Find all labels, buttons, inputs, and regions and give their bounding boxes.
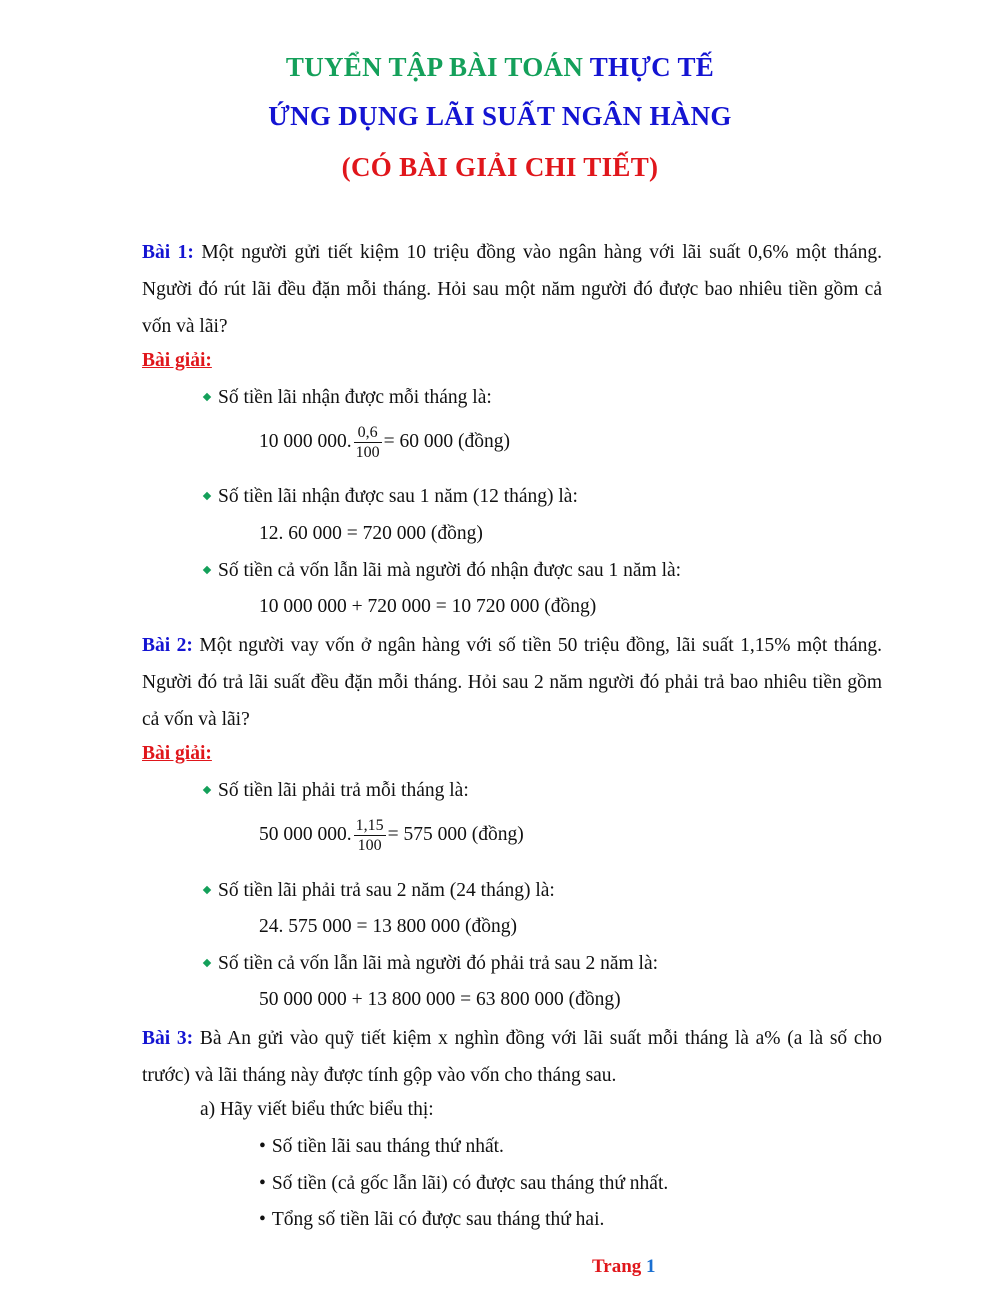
problem-3 [142, 1020, 882, 1094]
solution-2-calc-1 [259, 816, 524, 855]
solution-1-label: Bài giải: [142, 350, 212, 371]
list-item: • Tổng số tiền lãi có được sau tháng thứ hai. [259, 1209, 604, 1231]
calc-right: = 575 000 (đồng) [387, 823, 524, 845]
diamond-bullet-icon [203, 886, 211, 894]
problem-1 [142, 234, 882, 345]
fraction-numerator: 1,15 [355, 817, 384, 834]
title-line-2: ỨNG DỤNG LÃI SUẤT NGÂN HÀNG [268, 101, 732, 131]
solution-1-step-3 [200, 560, 681, 582]
solution-2-calc-2: 24. 575 000 = 13 800 000 (đồng) [259, 916, 517, 937]
calc-right: = 60 000 (đồng) [383, 430, 510, 452]
step-text: Số tiền cả vốn lẫn lãi mà người đó phải trả sau 2 năm là: [218, 953, 659, 974]
problem-3-text: Bà An gửi vào quỹ tiết kiệm x nghìn đồng với lãi suất mỗi tháng là a% (a là số cho trước) và lãi tháng này được tính gộp vào vốn cho tháng sau. [142, 1028, 883, 1086]
solution-1-calc-3: 10 000 000 + 720 000 = 10 720 000 (đồng) [259, 596, 597, 617]
problem-3-part-a: a) Hãy viết biểu thức biểu thị: [200, 1099, 434, 1120]
step-text: Số tiền lãi nhận được mỗi tháng là: [218, 387, 492, 408]
solution-2-step-1 [200, 780, 469, 802]
solution-1-step-1 [200, 387, 492, 409]
problem-3-label: Bài 3: [142, 1028, 194, 1049]
title-line-3: (CÓ BÀI GIẢI CHI TIẾT) [341, 152, 659, 182]
solution-1-step-2 [200, 486, 578, 508]
solution-1-calc-2: 12. 60 000 = 720 000 (đồng) [259, 523, 483, 544]
solution-1-calc-1 [259, 423, 510, 462]
diamond-bullet-icon [203, 492, 211, 500]
solution-2-calc-3: 50 000 000 + 13 800 000 = 63 800 000 (đồng) [259, 989, 621, 1010]
step-text: Số tiền lãi nhận được sau 1 năm (12 tháng) là: [218, 486, 578, 507]
title-blue-part: THỰC TẾ [589, 52, 715, 82]
step-text: Số tiền cả vốn lẫn lãi mà người đó nhận được sau 1 năm là: [218, 560, 682, 581]
problem-1-text: Một người gửi tiết kiệm 10 triệu đồng vào ngân hàng với lãi suất 0,6% một tháng. Người đó rút lãi đều đặn mỗi tháng. Hỏi sau một năm người đó được bao nhiêu tiền gồm cả vốn và lãi? [142, 242, 882, 337]
page-word: Trang [592, 1256, 642, 1277]
problem-2-text: Một người vay vốn ở ngân hàng với số tiền 50 triệu đồng, lãi suất 1,15% một tháng. Người đó trả lãi suất đều đặn mỗi tháng. Hỏi sau 2 năm người đó phải trả bao nhiêu tiền gồm cả vốn và lãi? [142, 635, 883, 730]
fraction [354, 816, 386, 855]
diamond-bullet-icon [203, 959, 211, 967]
title-green-part: TUYỂN TẬP BÀI TOÁN [285, 52, 584, 82]
list-item: • Số tiền lãi sau tháng thứ nhất. [259, 1136, 504, 1158]
title-line-1 [0, 52, 1000, 83]
problem-2 [142, 627, 882, 738]
step-text: Số tiền lãi phải trả mỗi tháng là: [218, 780, 469, 801]
diamond-bullet-icon [203, 786, 211, 794]
diamond-bullet-icon [203, 393, 211, 401]
solution-2-step-2 [200, 880, 555, 902]
calc-left: 10 000 000. [259, 430, 352, 452]
page-number: 1 [646, 1256, 656, 1277]
problem-2-label: Bài 2: [142, 635, 193, 656]
step-text: Số tiền lãi phải trả sau 2 năm (24 tháng) là: [218, 880, 555, 901]
list-item: • Số tiền (cả gốc lẫn lãi) có được sau tháng thứ nhất. [259, 1173, 668, 1195]
diamond-bullet-icon [203, 566, 211, 574]
fraction [354, 423, 382, 462]
fraction-denominator: 100 [355, 444, 380, 461]
problem-1-label: Bài 1: [142, 242, 194, 263]
fraction-numerator: 0,6 [354, 423, 382, 443]
fraction-denominator: 100 [357, 837, 382, 854]
page-footer [592, 1256, 656, 1278]
solution-2-step-3 [200, 953, 658, 975]
calc-left: 50 000 000. [259, 823, 352, 845]
solution-2-label: Bài giải: [142, 743, 212, 764]
